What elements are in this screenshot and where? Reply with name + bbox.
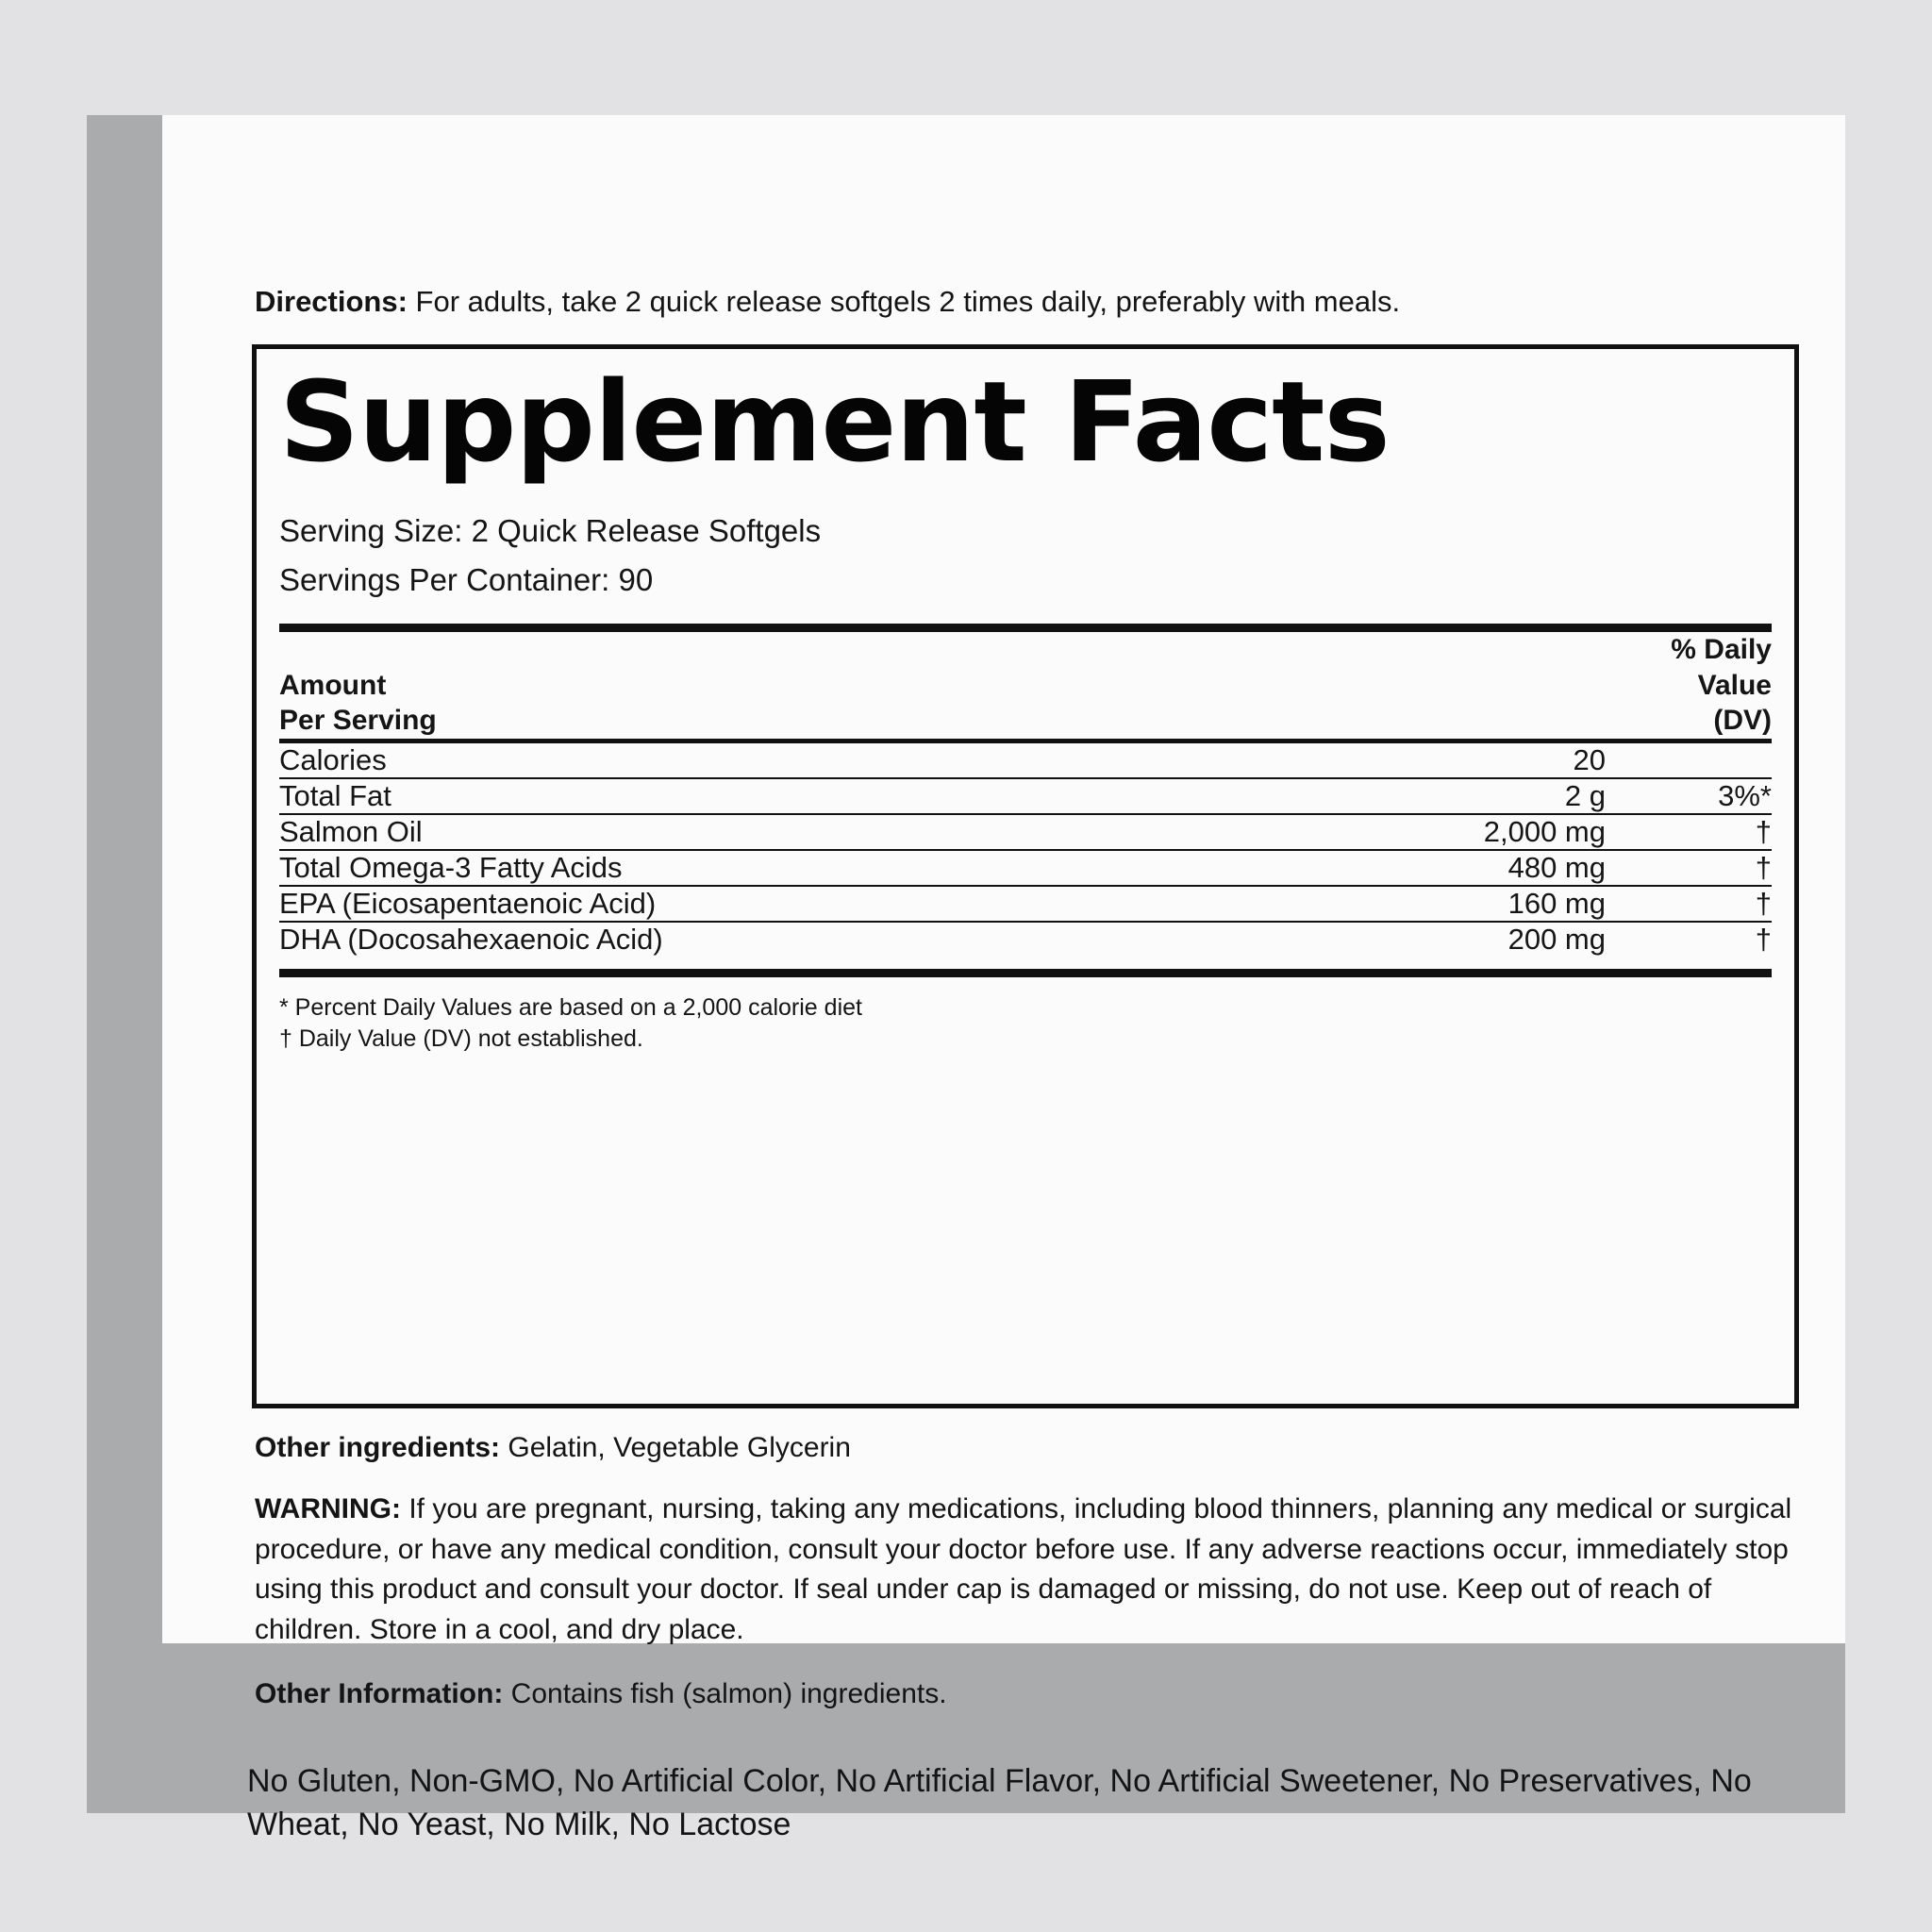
warning-text: If you are pregnant, nursing, taking any medications, including blood thinners, planning any medical or surgical procedure, or have any medical condition, consult your doctor before use. If any adverse reactions occur, immediately stop using this product and consult your doctor. If seal under cap is damaged or missing, do not use. Keep out of reach of children. Store in a cool, and dry place.: [255, 1493, 1792, 1645]
divider-thick-bottom: [279, 969, 1772, 977]
servings-per-container: Servings Per Container: 90: [279, 562, 654, 598]
header-dv-line3: (DV): [1713, 705, 1772, 737]
row-name: Total Fat: [279, 778, 391, 812]
other-information-label: Other Information:: [255, 1678, 504, 1709]
header-amount-line2: Per Serving: [279, 705, 437, 737]
table-row: [279, 886, 1772, 921]
footnote-dagger: † Daily Value (DV) not established.: [279, 1024, 643, 1052]
directions-label: Directions:: [255, 285, 408, 318]
table-row: [279, 741, 1772, 777]
supplement-label-page: [87, 115, 1845, 1842]
table-row: [279, 922, 1772, 957]
other-information-text: Contains fish (salmon) ingredients.: [503, 1678, 947, 1709]
supplement-facts-title: Supplement Facts: [279, 357, 1390, 487]
row-dv: †: [1755, 814, 1772, 848]
warning-label: WARNING:: [255, 1493, 401, 1524]
header-amount-per-serving: [279, 632, 1226, 739]
table-header-row: [279, 632, 1772, 739]
divider-thick-top: [279, 624, 1772, 632]
supplement-facts-table: [279, 632, 1772, 957]
directions-text: For adults, take 2 quick release softgels 2 times daily, preferably with meals.: [407, 285, 1401, 318]
other-ingredients-block: [255, 1428, 1811, 1469]
table-row: [279, 814, 1772, 849]
row-dv: †: [1755, 850, 1772, 884]
row-name: EPA (Eicosapentaenoic Acid): [279, 886, 657, 920]
table-row: [279, 850, 1772, 885]
footnotes-block: [279, 977, 1772, 1055]
row-dv: 3%*: [1718, 778, 1772, 812]
row-name: Salmon Oil: [279, 814, 423, 848]
header-daily-value: [1226, 632, 1772, 739]
header-dv-line2: Value: [1697, 669, 1772, 701]
other-information-block: [255, 1674, 1811, 1715]
row-amount: 160 mg: [1507, 886, 1606, 920]
row-dv: [1658, 741, 1772, 777]
directions-block: [255, 283, 1802, 321]
free-from-claims: No Gluten, Non-GMO, No Artificial Color, No Artificial Flavor, No Artificial Sweetener, No Preservatives, No Wheat, No Yeast, No Milk, No Lactose: [247, 1763, 1752, 1842]
row-amount: 2,000 mg: [1483, 814, 1606, 848]
supplement-facts-box: [252, 344, 1799, 1408]
header-amount-line1: Amount: [279, 669, 387, 701]
other-ingredients-label: Other ingredients:: [255, 1432, 501, 1463]
row-amount: 2 g: [1564, 778, 1606, 812]
row-dv: †: [1755, 922, 1772, 956]
row-name: Total Omega-3 Fatty Acids: [279, 850, 623, 884]
other-ingredients-text: Gelatin, Vegetable Glycerin: [500, 1432, 851, 1463]
footnote-percent-dv: * Percent Daily Values are based on a 2,000 calorie diet: [279, 993, 862, 1021]
row-name: DHA (Docosahexaenoic Acid): [279, 922, 663, 956]
serving-size: Serving Size: 2 Quick Release Softgels: [279, 513, 822, 549]
row-dv: †: [1755, 886, 1772, 920]
row-amount: 200 mg: [1507, 922, 1606, 956]
row-amount: 20: [1573, 742, 1606, 776]
row-amount: 480 mg: [1507, 850, 1606, 884]
table-row: [279, 778, 1772, 813]
warning-block: [255, 1490, 1823, 1650]
header-dv-line1: % Daily: [1671, 634, 1772, 666]
row-name: Calories: [279, 742, 387, 776]
